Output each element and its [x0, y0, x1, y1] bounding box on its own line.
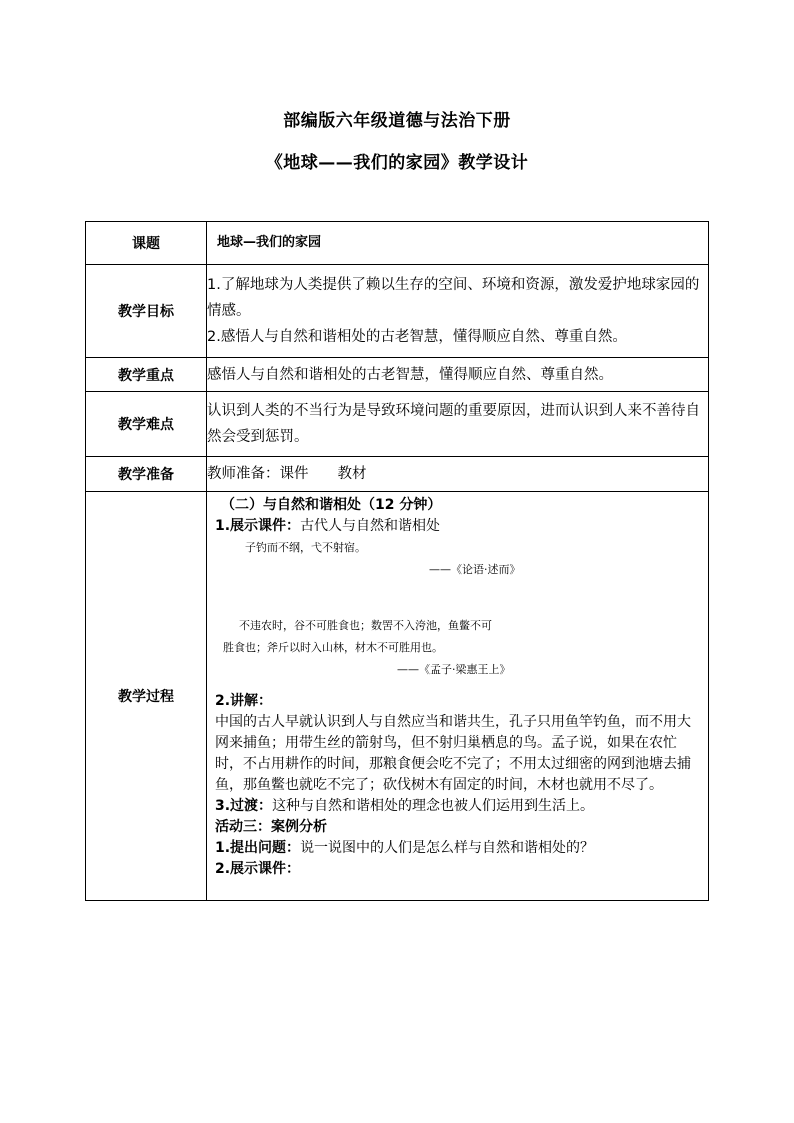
table-row-preparation	[86, 457, 709, 492]
quote-2-line-1: 不违农时，谷不可胜食也；数罟不入洿池，鱼鳖不可	[239, 619, 492, 632]
goal-item-2: 2.感悟人与自然和谐相处的古老智慧，懂得顺应自然、尊重自然。	[207, 329, 627, 345]
classical-quotes	[215, 537, 702, 681]
lesson-plan-table	[85, 221, 709, 901]
activity-title: 活动三：案例分析	[215, 819, 327, 835]
key-points-label: 教学重点	[86, 358, 207, 392]
quote-1-source: ——《论语·述而》	[429, 563, 521, 576]
preparation-value: 教师准备：课件 教材	[207, 457, 709, 492]
document-subtitle: 《地球——我们的家园》教学设计	[265, 153, 529, 173]
act-1-text: 说一说图中的人们是怎么样与自然和谐相处的？	[300, 840, 595, 856]
step-3-text: 这种与自然和谐相处的理念也被人们运用到生活上。	[272, 798, 595, 814]
topic-label: 课题	[86, 222, 207, 265]
difficulties-label: 教学难点	[86, 392, 207, 457]
act-1-prefix: 1.提出问题：	[215, 840, 301, 856]
goals-cell	[207, 265, 709, 358]
explanation-paragraph: 中国的古人早就认识到人与自然应当和谐共生，孔子只用鱼竿钓鱼，而不用大网来捕鱼；用带生丝的箭射鸟，但不射归巢栖息的鸟。孟子说，如果在农忙时，不占用耕作的时间，那粮食便会吃不完了；不用太过细密的网到池塘去捕鱼，那鱼鳖也就吃不完了；砍伐树木有固定的时间，木材也就用不尽了。	[215, 714, 691, 793]
table-row-key-points	[86, 358, 709, 392]
difficulties-value: 认识到人类的不当行为是导致环境问题的重要原因，进而认识到人来不善待自然会受到惩罚。	[207, 392, 709, 457]
topic-value: 地球—我们的家园	[207, 222, 709, 265]
activity-step-2: 2.展示课件：	[215, 861, 301, 877]
quote-2-source: ——《孟子·梁惠王上》	[397, 663, 511, 676]
step-3-prefix: 3.过渡：	[215, 798, 273, 814]
table-row-difficulties	[86, 392, 709, 457]
table-row-goals	[86, 265, 709, 358]
process-cell	[207, 492, 709, 901]
key-points-value: 感悟人与自然和谐相处的古老智慧，懂得顺应自然、尊重自然。	[207, 358, 709, 392]
goals-label: 教学目标	[86, 265, 207, 358]
process-label: 教学过程	[86, 492, 207, 901]
goal-item-1: 1.了解地球为人类提供了赖以生存的空间、环境和资源，激发爱护地球家园的情感。	[207, 277, 700, 319]
step-2-heading: 2.讲解：	[215, 693, 273, 709]
document-title: 部编版六年级道德与法治下册	[283, 111, 511, 131]
activity-step-1	[215, 838, 702, 859]
process-step-3	[215, 796, 702, 817]
quote-2-line-2: 胜食也；斧斤以时入山林，材木不可胜用也。	[223, 641, 443, 654]
process-section-title: （二）与自然和谐相处（12 分钟）	[221, 497, 442, 513]
step-1-text: 古代人与自然和谐相处	[300, 518, 441, 534]
process-step-1	[215, 516, 702, 537]
quote-1-text: 子钓而不纲，弋不射宿。	[245, 541, 366, 554]
table-row-topic	[86, 222, 709, 265]
step-1-prefix: 1.展示课件：	[215, 518, 301, 534]
table-row-process	[86, 492, 709, 901]
preparation-label: 教学准备	[86, 457, 207, 492]
